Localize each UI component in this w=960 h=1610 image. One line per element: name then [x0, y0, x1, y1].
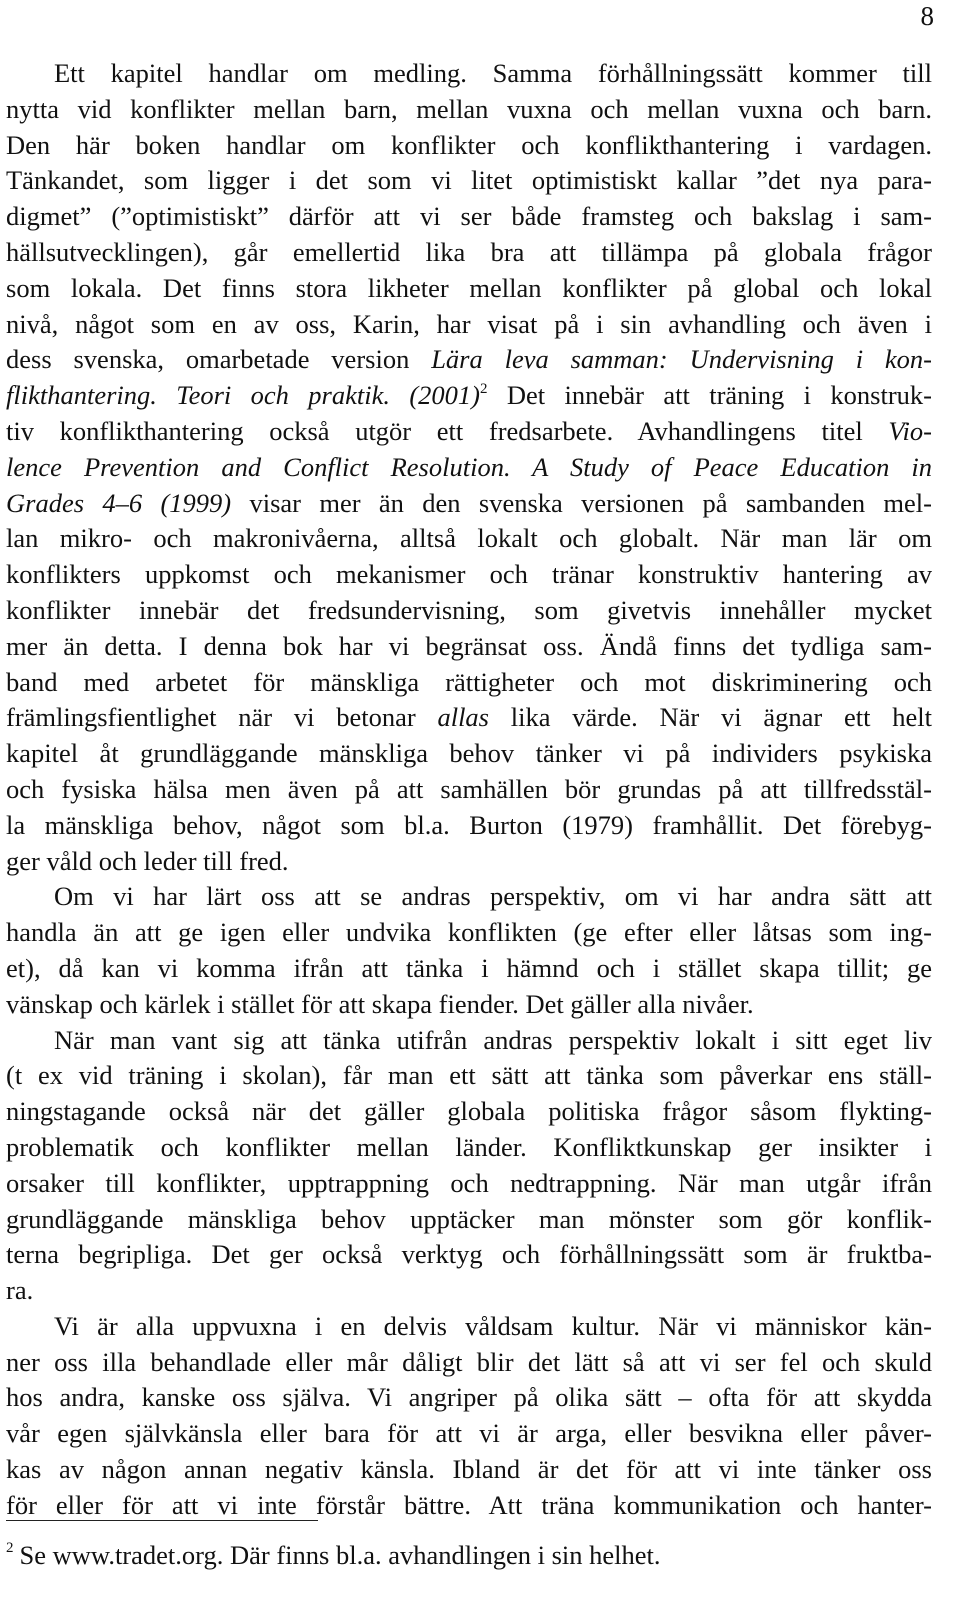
text-line: och fysiska hälsa men även på att samhällen bör grundas på att tillfredsstäl- — [6, 773, 932, 804]
footnote-ref: 2 — [480, 381, 488, 398]
thesis-title-italic: Vio- — [888, 415, 932, 446]
text-line: vänskap och kärlek i stället för att skapa fiender. Det gäller alla nivåer. — [6, 988, 754, 1019]
text-line: hällsutvecklingen), går emellertid lika bra att tillämpa på globala frågor — [6, 236, 932, 267]
footnote-divider — [6, 1520, 318, 1521]
text-line: la mänskliga behov, något som bl.a. Burton (1979) framhållit. Det förebyg- — [6, 809, 932, 840]
text-line: Tänkandet, som ligger i det som vi litet optimistiskt kallar ”det nya para- — [6, 165, 932, 196]
text-line — [6, 700, 932, 736]
text-line — [6, 414, 932, 450]
text-line: ningstagande också när det gäller globala politiska frågor såsom flykting- — [6, 1096, 932, 1127]
text-line: Ett kapitel handlar om medling. Samma förhållningssätt kommer till — [54, 58, 932, 88]
text-line: mer än detta. I denna bok har vi begränsat oss. Ändå finns det tydliga sam- — [6, 630, 932, 661]
text-line — [6, 450, 932, 486]
paragraph-3 — [6, 1023, 932, 1309]
text-line: problematik och konflikter mellan länder. Konfliktkunskap ger insikter i — [6, 1131, 932, 1162]
paragraph-4 — [6, 1309, 932, 1524]
body-text — [6, 56, 932, 1524]
text-line: Vi är alla uppvuxna i en delvis våldsam kultur. När vi människor kän- — [54, 1310, 932, 1341]
text-line: ner oss illa behandlade eller mår dåligt blir det lätt så att vi ser fel och skuld — [6, 1346, 932, 1377]
text-run: tiv konflikthantering också utgör ett fredsarbete. Avhandlingens titel — [6, 415, 889, 446]
book-title-italic: flikthantering. Teori och praktik. (2001) — [6, 380, 480, 411]
text-line: kas av någon annan negativ känsla. Ibland är det för att vi inte tänker oss — [6, 1454, 932, 1485]
text-line: konflikters uppkomst och mekanismer och tränar konstruktiv hantering av — [6, 559, 932, 590]
text-run: lika värde. När vi ägnar ett helt — [489, 702, 932, 733]
text-line — [6, 486, 932, 522]
footnote — [6, 1538, 926, 1572]
text-line: handla än att ge igen eller undvika konflikten (ge efter eller låtsas som ing- — [6, 917, 932, 948]
text-line: kapitel åt grundläggande mänskliga behov tänker vi på individers psykiska — [6, 738, 932, 769]
text-line: lan mikro- och makronivåerna, alltså lokalt och globalt. När man lär om — [6, 523, 932, 554]
text-line: (t ex vid träning i skolan), får man ett sätt att tänka som påverkar ens ställ- — [6, 1060, 932, 1091]
text-run: Det innebär att träning i konstruk- — [487, 380, 932, 411]
book-title-italic: Lära leva samman: Undervisning i kon- — [431, 344, 933, 375]
emphasis-italic: allas — [437, 702, 489, 733]
thesis-title-italic: lence Prevention and Conflict Resolution. A Study of Peace Education in — [6, 451, 932, 482]
text-line: Den här boken handlar om konflikter och konflikthantering i vardagen. — [6, 129, 932, 160]
text-line: orsaker till konflikter, upptrappning och nedtrappning. När man utgår ifrån — [6, 1167, 932, 1198]
text-line: et), då kan vi komma ifrån att tänka i hämnd och i stället skapa tillit; ge — [6, 952, 932, 983]
thesis-title-italic: Grades 4–6 (1999) — [6, 487, 232, 518]
text-line: för eller för att vi inte förstår bättre. Att träna kommunikation och hanter- — [6, 1489, 932, 1520]
text-line: terna begripliga. Det ger också verktyg och förhållningssätt som är fruktba- — [6, 1239, 932, 1270]
footnote-text: Se www.tradet.org. Där finns bl.a. avhandlingen i sin helhet. — [19, 1540, 661, 1570]
text-run: dess svenska, omarbetade version — [6, 344, 432, 375]
text-line: som lokala. Det finns stora likheter mellan konflikter på global och lokal — [6, 272, 932, 303]
text-line: hos andra, kanske oss själva. Vi angriper på olika sätt – ofta för att skydda — [6, 1382, 932, 1413]
text-run: främlingsfientlighet när vi betonar — [6, 702, 438, 733]
text-line: Om vi har lärt oss att se andras perspektiv, om vi har andra sätt att — [54, 881, 932, 912]
text-line — [6, 378, 932, 414]
text-run: visar mer än den svenska versionen på sambanden mel- — [231, 487, 932, 518]
paragraph-1 — [6, 56, 932, 879]
text-line: konflikter innebär det fredsundervisning, som givetvis innehåller mycket — [6, 594, 932, 625]
text-line: När man vant sig att tänka utifrån andras perspektiv lokalt i sitt eget liv — [54, 1024, 932, 1055]
text-line: ra. — [6, 1275, 34, 1306]
text-line: band med arbetet för mänskliga rättigheter och mot diskriminering och — [6, 666, 932, 697]
text-line: nytta vid konflikter mellan barn, mellan vuxna och mellan vuxna och barn. — [6, 93, 932, 124]
text-line — [6, 342, 932, 378]
text-line: grundläggande mänskliga behov upptäcker man mönster som gör konflik- — [6, 1203, 932, 1234]
paragraph-2 — [6, 879, 932, 1022]
text-line: ger våld och leder till fred. — [6, 845, 289, 876]
text-line: digmet” (”optimistiskt” därför att vi ser både framsteg och bakslag i sam- — [6, 201, 932, 232]
footnote-marker: 2 — [6, 1540, 14, 1556]
text-line: nivå, något som en av oss, Karin, har visat på i sin avhandling och även i — [6, 308, 932, 339]
text-line: vår egen självkänsla eller bara för att vi är arga, eller besvikna eller påver- — [6, 1418, 932, 1449]
page-number: 8 — [920, 1, 934, 31]
